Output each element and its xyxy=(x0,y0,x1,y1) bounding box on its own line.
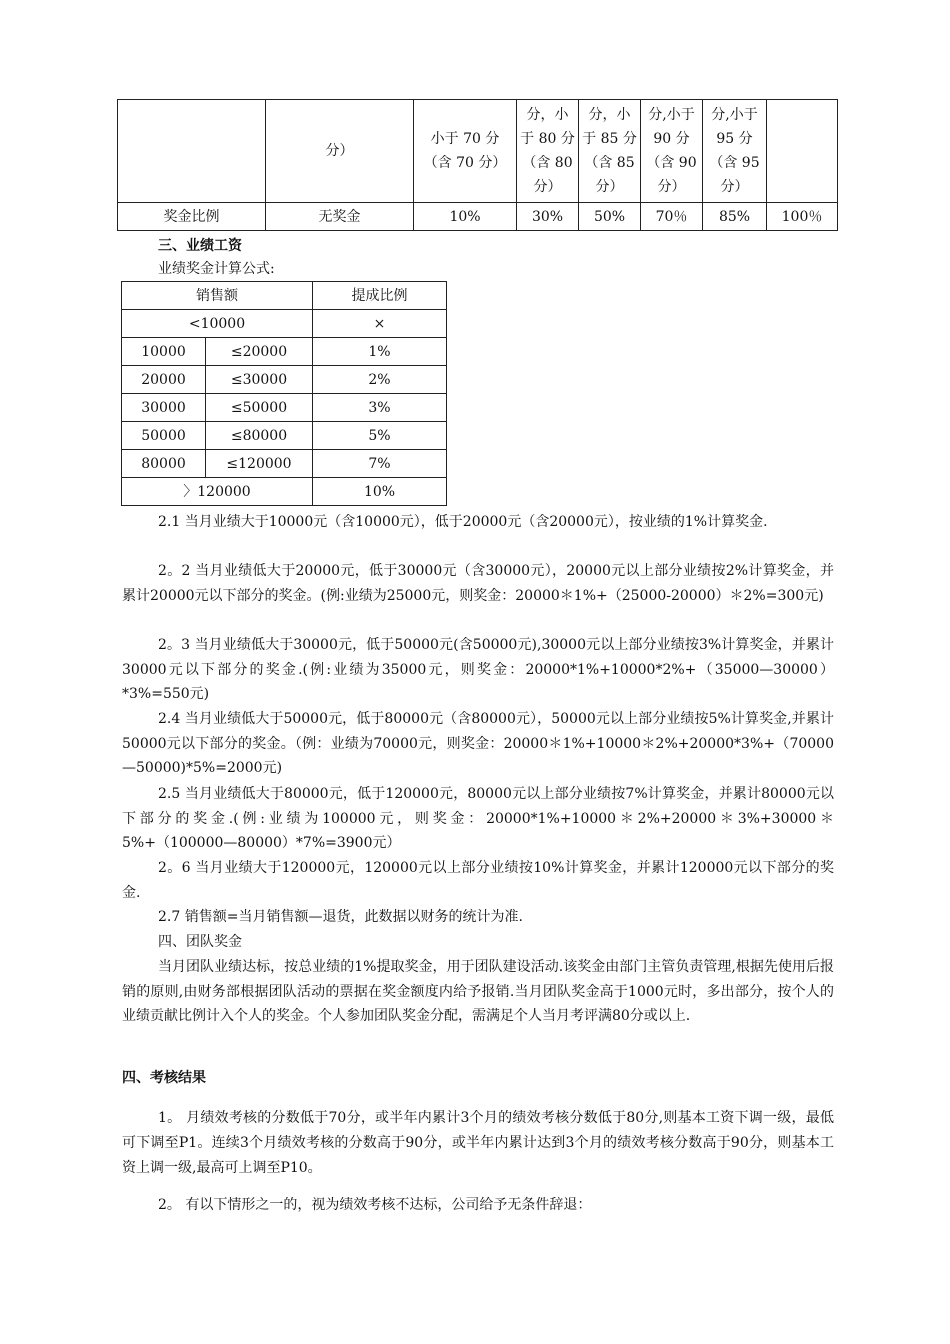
sales-from-cell: 30000 xyxy=(122,394,206,422)
ratio-cell: 50% xyxy=(579,203,641,231)
rate-cell: 1% xyxy=(313,338,447,366)
table-row xyxy=(122,366,447,394)
table-row xyxy=(122,310,447,338)
score-cell-3: 分，小 于 80 分 （含 80 分） xyxy=(517,100,579,203)
formula-label: 业绩奖金计算公式: xyxy=(158,261,275,277)
ratio-label-cell: 奖金比例 xyxy=(118,203,266,231)
result-para-2: 2。 有以下情形之一的，视为绩效考核不达标，公司给予无条件辞退： xyxy=(158,1197,592,1213)
section-title-assessment-results: 四、考核结果 xyxy=(122,1070,206,1086)
sales-cell: 〉120000 xyxy=(122,478,313,506)
rate-cell: × xyxy=(313,310,447,338)
sales-from-cell: 20000 xyxy=(122,366,206,394)
result-para-1: 1。 月绩效考核的分数低于70分，或半年内累计3个月的绩效考核分数低于80分,则基本工资下调一级，最低可下调至P1。连续3个月绩效考核的分数高于90分，或半年内累计达到3个月的绩效考核分数高于90分，则基本工资上调一级,最高可上调至P10。 xyxy=(122,1110,834,1176)
para-2-6: 2。6 当月业绩大于120000元，120000元以上部分业绩按10%计算奖金，并累计120000元以下部分的奖金. xyxy=(122,860,834,901)
sales-to-cell: ≤30000 xyxy=(206,366,313,394)
sales-header: 销售额 xyxy=(122,282,313,310)
rate-cell: 7% xyxy=(313,450,447,478)
bonus-ratio-table xyxy=(117,99,838,231)
para-2-7: 2.7 销售额=当月销售额—退货，此数据以财务的统计为准. xyxy=(158,909,523,925)
rate-header: 提成比例 xyxy=(313,282,447,310)
para-2-1: 2.1 当月业绩大于10000元（含10000元），低于20000元（含20000元），按业绩的1%计算奖金. xyxy=(158,514,768,530)
score-cell-4: 分，小 于 85 分 （含 85 分） xyxy=(579,100,641,203)
table-row xyxy=(122,478,447,506)
rate-cell: 2% xyxy=(313,366,447,394)
sales-to-cell: ≤20000 xyxy=(206,338,313,366)
table-row xyxy=(122,422,447,450)
section-title-performance-pay: 三、业绩工资 xyxy=(158,238,242,254)
ratio-cell: 70％ xyxy=(641,203,703,231)
para-2-2: 2。2 当月业绩低大于20000元，低于30000元（含30000元），20000元以上部分业绩按2%计算奖金，并累计20000元以下部分的奖金。(例:业绩为25000元，则奖金：20000＊1%+（25000-20000）＊2%=300元) xyxy=(122,563,834,604)
table-row xyxy=(122,338,447,366)
commission-table xyxy=(121,281,447,506)
sales-from-cell: 80000 xyxy=(122,450,206,478)
table-row xyxy=(122,394,447,422)
rate-cell: 5% xyxy=(313,422,447,450)
team-bonus-para: 当月团队业绩达标，按总业绩的1%提取奖金，用于团队建设活动.该奖金由部门主管负责管理,根据先使用后报销的原则,由财务部根据团队活动的票据在奖金额度内给予报销.当月团队奖金高于1000元时，多出部分，按个人的业绩贡献比例计入个人的奖金。个人参加团队奖金分配，需满足个人当月考评满80分或以上. xyxy=(122,959,834,1024)
score-cell-1: 分） xyxy=(266,100,414,203)
sales-to-cell: ≤80000 xyxy=(206,422,313,450)
ratio-cell: 10% xyxy=(414,203,517,231)
para-2-4: 2.4 当月业绩低大于50000元，低于80000元（含80000元），50000元以上部分业绩按5%计算奖金,并累计50000元以下部分的奖金。（例：业绩为70000元，则奖金：20000＊1%+10000＊2%+20000*3%+（70000—50000)*5%=2000元) xyxy=(122,711,834,776)
para-2-5: 2.5 当月业绩低大于80000元，低于120000元，80000元以上部分业绩按7%计算奖金，并累计80000元以下部分的奖金.(例:业绩为100000元，则奖金：20000*1%+10000＊2%+20000＊3%+30000＊5%+（100000—80000）*7%=3900元） xyxy=(122,786,834,851)
score-cell-0 xyxy=(118,100,266,203)
sales-to-cell: ≤120000 xyxy=(206,450,313,478)
para-2-3: 2。3 当月业绩低大于30000元，低于50000元(含50000元),30000元以上部分业绩按3%计算奖金，并累计30000元以下部分的奖金.(例:业绩为35000元，则奖金：20000*1%+10000*2%+（35000—30000）*3%=550元) xyxy=(122,637,834,702)
sales-to-cell: ≤50000 xyxy=(206,394,313,422)
ratio-cell: 100％ xyxy=(767,203,838,231)
rate-cell: 3% xyxy=(313,394,447,422)
bonus-ratio-row xyxy=(118,203,838,231)
score-range-row xyxy=(118,100,838,203)
commission-header-row xyxy=(122,282,447,310)
ratio-cell: 30% xyxy=(517,203,579,231)
rate-cell: 10% xyxy=(313,478,447,506)
score-cell-6: 分,小于 95 分 （含 95 分） xyxy=(703,100,767,203)
sales-from-cell: 50000 xyxy=(122,422,206,450)
ratio-cell: 85% xyxy=(703,203,767,231)
sales-cell: <10000 xyxy=(122,310,313,338)
table-row xyxy=(122,450,447,478)
sales-from-cell: 10000 xyxy=(122,338,206,366)
score-cell-2: 小于 70 分 （含 70 分） xyxy=(414,100,517,203)
team-bonus-title: 四、团队奖金 xyxy=(158,934,242,950)
ratio-cell: 无奖金 xyxy=(266,203,414,231)
score-cell-5: 分,小于 90 分 （含 90 分） xyxy=(641,100,703,203)
score-cell-7 xyxy=(767,100,838,203)
